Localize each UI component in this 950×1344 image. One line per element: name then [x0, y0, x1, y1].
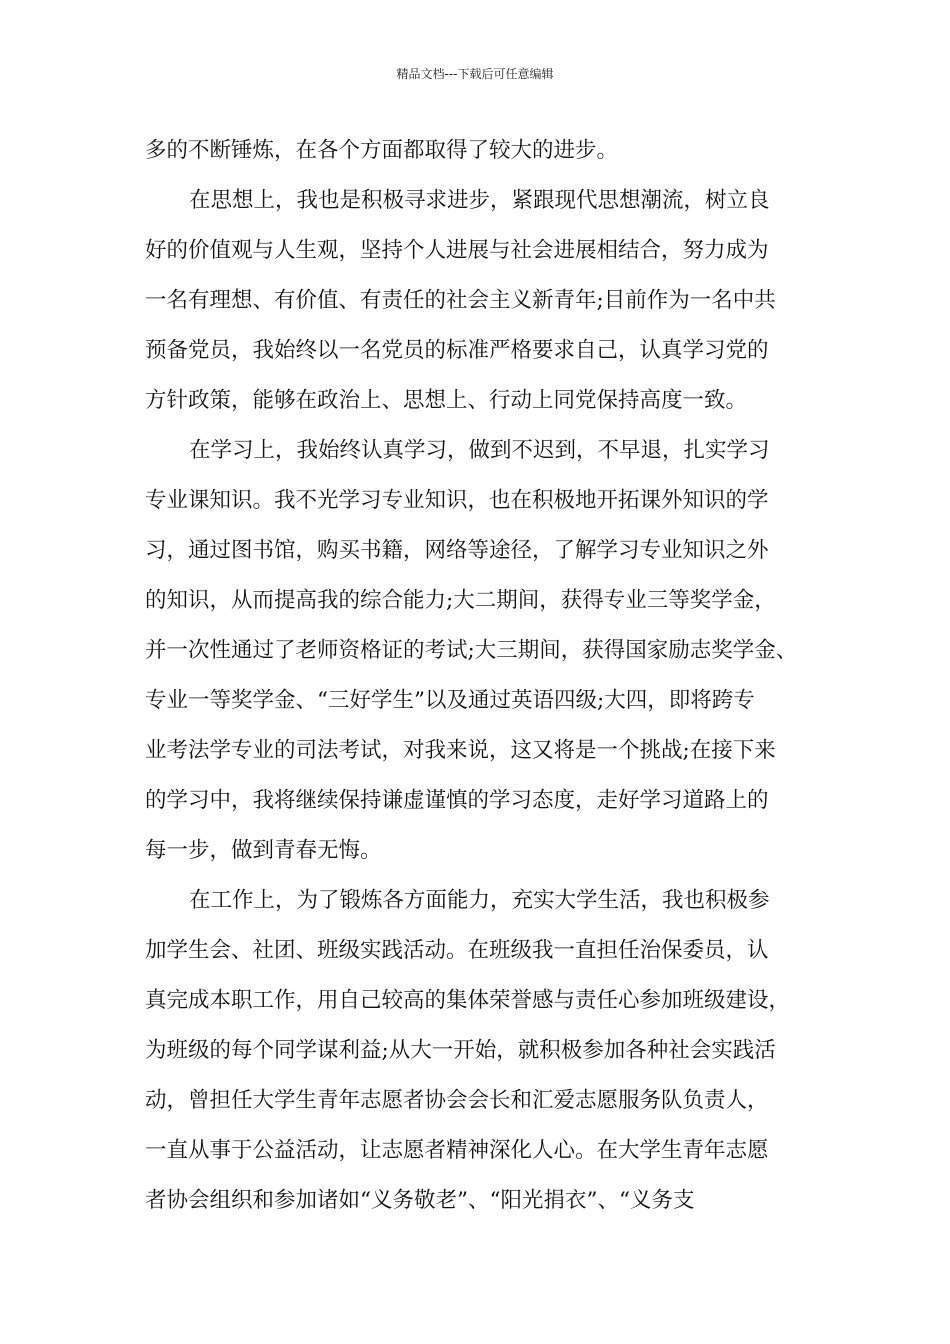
text-line: 真完成本职工作，用自己较高的集体荣誉感与责任心参加班级建设，	[145, 988, 791, 1013]
text-line: 每一步，做到青春无悔。	[145, 838, 382, 863]
text-line: 的学习中，我将继续保持谦虚谨慎的学习态度，走好学习道路上的	[145, 788, 769, 813]
paragraph-start-line: 在学习上，我始终认真学习，做到不迟到，不早退，扎实学习	[189, 438, 770, 463]
text-line: 并一次性通过了老师资格证的考试;大三期间，获得国家励志奖学金、	[145, 638, 798, 663]
text-line: 的知识，从而提高我的综合能力;大二期间，获得专业三等奖学金，	[145, 588, 776, 613]
page-header: 精品文档---下载后可任意编辑	[396, 67, 554, 81]
text-line: 为班级的每个同学谋利益;从大一开始，就积极参加各种社会实践活	[145, 1038, 776, 1063]
text-line: 者协会组织和参加诸如“义务敬老”、“阳光捐衣”、“义务支	[145, 1188, 695, 1213]
paragraph-start-line: 在思想上，我也是积极寻求进步，紧跟现代思想潮流，树立良	[189, 188, 770, 213]
text-line: 加学生会、社团、班级实践活动。在班级我一直担任治保委员，认	[145, 938, 769, 963]
text-line: 业考法学专业的司法考试，对我来说，这又将是一个挑战;在接下来	[145, 738, 776, 763]
text-line: 一直从事于公益活动，让志愿者精神深化人心。在大学生青年志愿	[145, 1138, 769, 1163]
text-line: 专业课知识。我不光学习专业知识，也在积极地开拓课外知识的学	[145, 488, 769, 513]
text-line: 多的不断锤炼，在各个方面都取得了较大的进步。	[145, 138, 619, 163]
text-line: 预备党员，我始终以一名党员的标准严格要求自己，认真学习党的	[145, 338, 769, 363]
text-line: 专业一等奖学金、“三好学生”以及通过英语四级;大四，即将跨专	[145, 688, 755, 713]
text-line: 好的价值观与人生观，坚持个人进展与社会进展相结合，努力成为	[145, 238, 769, 263]
paragraph-start-line: 在工作上，为了锻炼各方面能力，充实大学生活，我也积极参	[189, 888, 770, 913]
text-line: 动，曾担任大学生青年志愿者协会会长和汇爱志愿服务队负责人，	[145, 1088, 769, 1113]
text-line: 一名有理想、有价值、有责任的社会主义新青年;目前作为一名中共	[145, 288, 776, 313]
document-body	[145, 126, 825, 1226]
text-line: 方针政策，能够在政治上、思想上、行动上同党保持高度一致。	[145, 388, 748, 413]
text-line: 习，通过图书馆，购买书籍，网络等途径，了解学习专业知识之外	[145, 538, 769, 563]
